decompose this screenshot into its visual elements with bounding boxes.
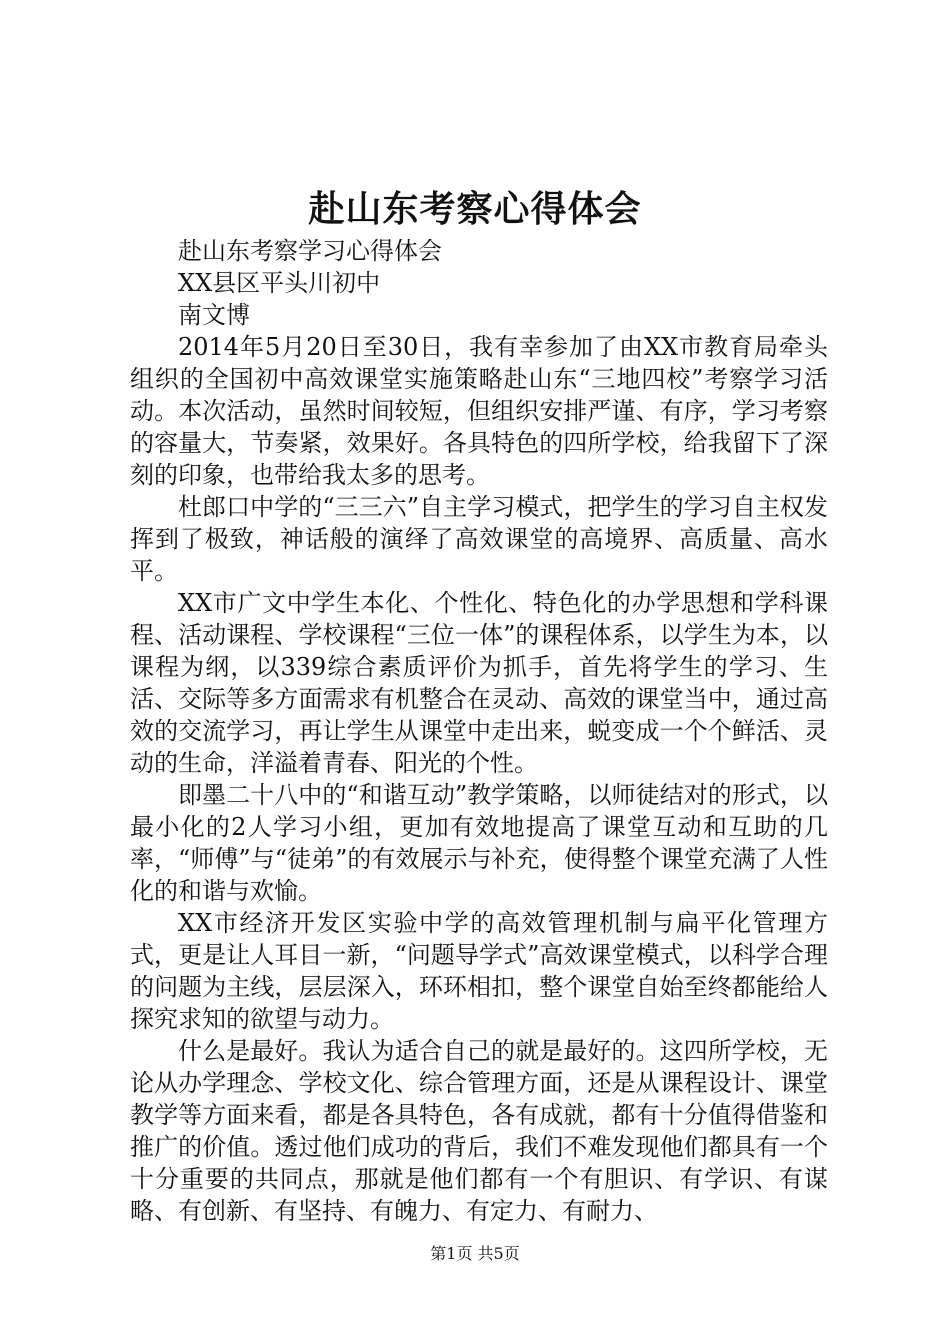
paragraph-intro: 2014年5月20日至30日，我有幸参加了由XX市教育局牵头组织的全国初中高效课堂实施策略赴山东“三地四校”考察学习活动。本次活动，虽然时间较短，但组织安排严谨、有序，学习考察的容量大，节奏紧，效果好。各具特色的四所学校，给我留下了深刻的印象，也带给我太多的思考。 (130, 333, 828, 489)
paragraph-conclusion: 什么是最好。我认为适合自己的就是最好的。这四所学校，无论从办学理念、学校文化、综合管理方面，还是从课程设计、课堂教学等方面来看，都是各具特色，各有成就，都有十分值得借鉴和推广的价值。透过他们成功的背后，我们不难发现他们都具有一个十分重要的共同点，那就是他们都有一个有胆识、有学识、有谋略、有创新、有坚持、有魄力、有定力、有耐力、 (130, 1037, 828, 1225)
paragraph-jimo: 即墨二十八中的“和谐互动”教学策略，以师徒结对的形式，以最小化的2人学习小组，更加有效地提高了课堂互动和互助的几率，“师傅”与“徒弟”的有效展示与补充，使得整个课堂充满了人性化的和谐与欢愉。 (130, 781, 828, 905)
paragraph-subtitle: 赴山东考察学习心得体会 (178, 237, 442, 265)
paragraph-guangwen: XX市广文中学生本化、个性化、特色化的办学思想和学科课程、活动课程、学校课程“三位一体”的课程体系，以学生为本，以课程为纲，以339综合素质评价为抓手，首先将学生的学习、生活、交际等多方面需求有机整合在灵动、高效的课堂当中，通过高效的交流学习，再让学生从课堂中走出来，蜕变成一个个鲜活、灵动的生命，洋溢着青春、阳光的个性。 (130, 589, 828, 777)
paragraph-dulangkou: 杜郎口中学的“三三六”自主学习模式，把学生的学习自主权发挥到了极致，神话般的演绎了高效课堂的高境界、高质量、高水平。 (130, 493, 828, 585)
page-number: 第1页 共5页 (430, 1244, 520, 1263)
paragraph-author: 南文博 (178, 301, 250, 329)
paragraph-school: XX县区平头川初中 (178, 269, 381, 297)
document-body (130, 235, 828, 1227)
document-title: 赴山东考察心得体会 (308, 188, 642, 230)
paragraph-kaifaqu: XX市经济开发区实验中学的高效管理机制与扁平化管理方式，更是让人耳目一新，“问题导学式”高效课堂模式，以科学合理的问题为主线，层层深入，环环相扣，整个课堂自始至终都能给人探究求知的欲望与动力。 (130, 909, 828, 1033)
